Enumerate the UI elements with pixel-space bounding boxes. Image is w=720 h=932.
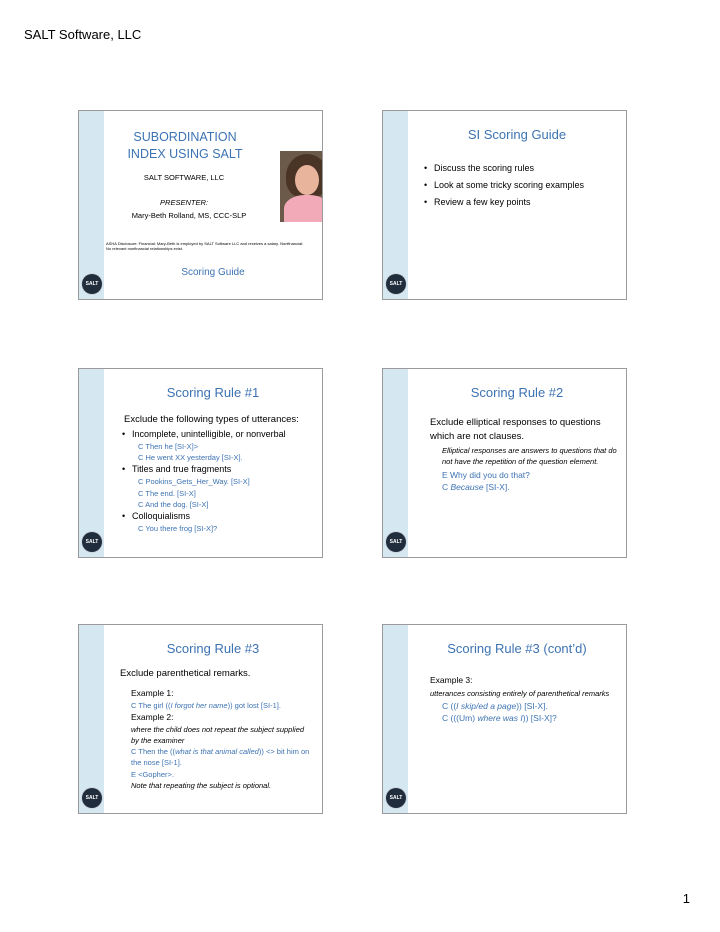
- example-speaker: C: [442, 482, 451, 493]
- example-line: [131, 746, 314, 769]
- bullet-item: • Discuss the scoring rules: [424, 160, 618, 177]
- example-code: )) [SI-X].: [516, 700, 548, 711]
- bullet-item: • Titles and true fragments: [122, 463, 314, 476]
- slide-band: [383, 625, 408, 813]
- example-line: [430, 481, 618, 493]
- example-italic: where was I: [477, 712, 523, 723]
- example-text: C The girl ((: [131, 700, 171, 710]
- example-line: C And the dog. [SI-X]: [138, 499, 209, 509]
- example-italic: I forgot her name: [170, 700, 228, 710]
- slide-5: [78, 624, 323, 814]
- page-number: 1: [682, 891, 690, 906]
- example-label: Example 2:: [131, 711, 174, 722]
- salt-logo: SALT: [82, 532, 102, 552]
- rule-intro: Exclude the following types of utterances:: [124, 414, 299, 425]
- slide-title: SUBORDINATION INDEX USING SALT: [127, 130, 243, 161]
- salt-logo: SALT: [82, 274, 102, 294]
- example-text: C (((Um): [442, 712, 478, 723]
- scoring-guide-label: Scoring Guide: [181, 267, 245, 278]
- example-label: Example 1:: [131, 687, 174, 698]
- slide-band: [79, 369, 104, 557]
- slide-6: [382, 624, 627, 814]
- slide-title: Scoring Rule #2: [470, 385, 564, 400]
- example-note: utterances consisting entirely of parenthetical remarks: [430, 689, 610, 699]
- slide-band: [79, 111, 104, 299]
- presenter-photo: [280, 151, 323, 222]
- bullet-item: • Colloquialisms: [122, 510, 314, 523]
- example-line: E Why did you do that?: [442, 470, 530, 481]
- slide-title: Scoring Rule #3 (cont’d): [447, 641, 587, 656]
- rule-intro: Exclude elliptical responses to questions which are not clauses.: [430, 417, 601, 442]
- salt-logo: SALT: [82, 788, 102, 808]
- example-note: where the child does not repeat the subject supplied by the examiner: [131, 724, 305, 745]
- example-label: Example 3:: [430, 675, 473, 685]
- bullet-item: • Look at some tricky scoring examples: [424, 177, 618, 194]
- example-code: )) <> bit him on the nose [SI-1].: [131, 747, 310, 768]
- example-code: [SI-X].: [483, 482, 510, 493]
- salt-logo: SALT: [386, 274, 406, 294]
- example-line: [430, 712, 618, 724]
- rule-note: Note that repeating the subject is optional.: [131, 780, 272, 790]
- example-line: C Then he [SI-X]>: [138, 441, 199, 451]
- slide-band: [383, 369, 408, 557]
- slide-2: [382, 110, 627, 300]
- example-line: C Pookins_Gets_Her_Way. [SI-X]: [138, 477, 250, 487]
- salt-logo: SALT: [386, 532, 406, 552]
- slide-title: SI Scoring Guide: [467, 127, 567, 142]
- asha-disclosure: ASHA Disclosure: Financial: Mary-Beth is employed by SALT Software LLC and receives a salary. Nonfinancial: No relevant nonfinancial relationships exist.: [106, 241, 304, 252]
- example-line: C He went XX yesterday [SI-X].: [138, 453, 243, 463]
- presenter-name: Mary-Beth Rolland, MS, CCC-SLP: [131, 211, 247, 220]
- slide-band: [383, 111, 408, 299]
- example-text: C ((: [442, 700, 457, 711]
- example-italic: I skip/ed a page: [456, 700, 517, 711]
- example-code: )) [SI-X]?: [522, 712, 557, 723]
- salt-logo: SALT: [386, 788, 406, 808]
- slide-4: [382, 368, 627, 558]
- example-line: E <Gopher>.: [131, 769, 174, 779]
- example-line: C You there frog [SI-X]?: [138, 524, 218, 534]
- example-italic: Because: [450, 482, 484, 493]
- rule-intro: Exclude parenthetical remarks.: [120, 668, 251, 679]
- example-italic: what is that animal called: [175, 747, 259, 757]
- example-code: )) got lost [SI-1].: [227, 700, 281, 710]
- rule-note: Elliptical responses are answers to questions that do not have the repetition of the question element.: [442, 445, 617, 466]
- bullet-item: • Incomplete, unintelligible, or nonverbal: [122, 428, 314, 441]
- example-line: C The end. [SI-X]: [138, 488, 196, 498]
- bullet-item: • Review a few key points: [424, 194, 618, 211]
- example-line: [430, 700, 618, 712]
- example-text: C Then the ((: [131, 747, 176, 757]
- company-name: SALT SOFTWARE, LLC: [143, 173, 225, 182]
- presenter-label: PRESENTER:: [160, 198, 208, 207]
- slide-title: Scoring Rule #1: [166, 385, 260, 400]
- slide-1: [78, 110, 323, 300]
- slide-band: [79, 625, 104, 813]
- example-line: [131, 700, 314, 711]
- document-header: SALT Software, LLC: [24, 27, 142, 42]
- slide-title: Scoring Rule #3: [166, 641, 260, 656]
- slide-3: [78, 368, 323, 558]
